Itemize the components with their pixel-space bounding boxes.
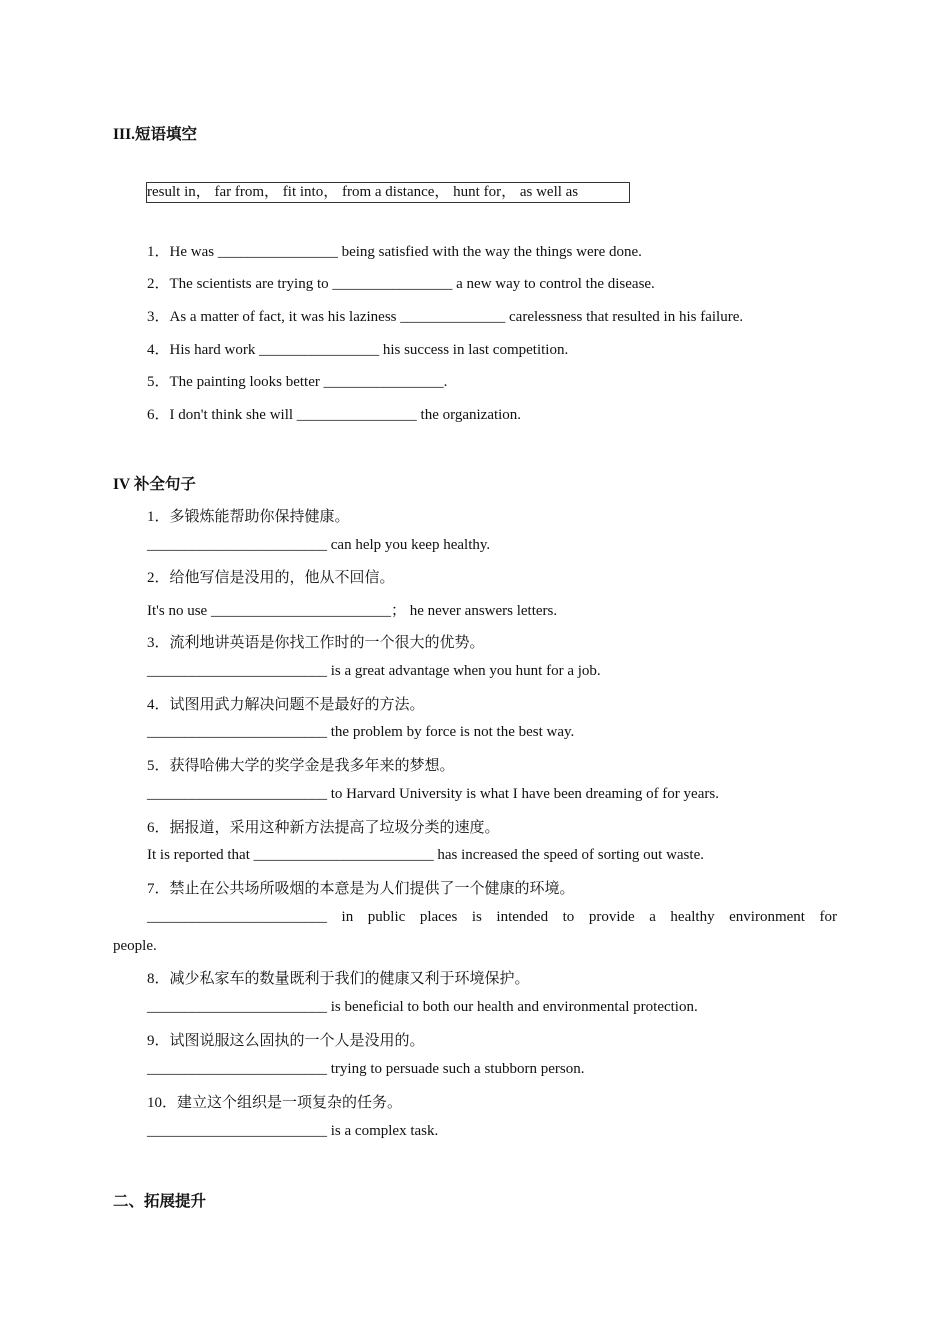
sentence-7-english: ________________________ in public places is intended to provide a healthy environment for [147, 909, 837, 925]
fill-item-2: 2．The scientists are trying to ________________ a new way to control the disease. [147, 276, 655, 292]
sentence-3-chinese: 3．流利地讲英语是你找工作时的一个很大的优势。 [147, 635, 485, 651]
sentence-5-chinese: 5．获得哈佛大学的奖学金是我多年来的梦想。 [147, 758, 455, 774]
sentence-7-chinese: 7．禁止在公共场所吸烟的本意是为人们提供了一个健康的环境。 [147, 881, 575, 897]
fill-item-6: 6．I don't think she will ________________ the organization. [147, 407, 522, 423]
sentence-10-chinese: 10．建立这个组织是一项复杂的任务。 [147, 1095, 403, 1111]
fill-item-3: 3．As a matter of fact, it was his laziness ______________ carelessness that resulted in his failure. [147, 309, 744, 325]
sentence-4-english: ________________________ the problem by force is not the best way. [147, 724, 575, 740]
section-3-title: III.短语填空 [113, 126, 197, 143]
fill-item-4: 4．His hard work ________________ his success in last competition. [147, 342, 569, 358]
sentence-8-english: ________________________ is beneficial to both our health and environmental protection. [147, 999, 698, 1015]
sentence-10-english: ________________________ is a complex task. [147, 1123, 439, 1139]
word-bank: result in， far from， fit into， from a distance， hunt for， as well as [146, 182, 630, 203]
sentence-2-english: It's no use ________________________； he never answers letters. [147, 603, 558, 619]
sentence-5-english: ________________________ to Harvard University is what I have been dreaming of for years. [147, 786, 719, 802]
sentence-9-chinese: 9．试图说服这么固执的一个人是没用的。 [147, 1033, 425, 1049]
sentence-1-english: ________________________ can help you keep healthy. [147, 537, 491, 553]
sentence-7-english-continued: people. [113, 938, 157, 954]
section-extend-title: 二、拓展提升 [113, 1193, 207, 1210]
sentence-9-english: ________________________ trying to persuade such a stubborn person. [147, 1061, 585, 1077]
section-4-title: IV 补全句子 [113, 476, 196, 493]
sentence-2-chinese: 2．给他写信是没用的，他从不回信。 [147, 570, 395, 586]
sentence-4-chinese: 4．试图用武力解决问题不是最好的方法。 [147, 697, 425, 713]
sentence-3-english: ________________________ is a great advantage when you hunt for a job. [147, 663, 601, 679]
sentence-6-english: It is reported that ________________________ has increased the speed of sorting out waste. [147, 847, 704, 863]
fill-item-5: 5．The painting looks better ________________. [147, 374, 448, 390]
sentence-6-chinese: 6．据报道，采用这种新方法提高了垃圾分类的速度。 [147, 820, 500, 836]
sentence-1-chinese: 1．多锻炼能帮助你保持健康。 [147, 509, 350, 525]
fill-item-1: 1．He was ________________ being satisfied with the way the things were done. [147, 244, 642, 260]
sentence-8-chinese: 8．减少私家车的数量既利于我们的健康又利于环境保护。 [147, 971, 530, 987]
